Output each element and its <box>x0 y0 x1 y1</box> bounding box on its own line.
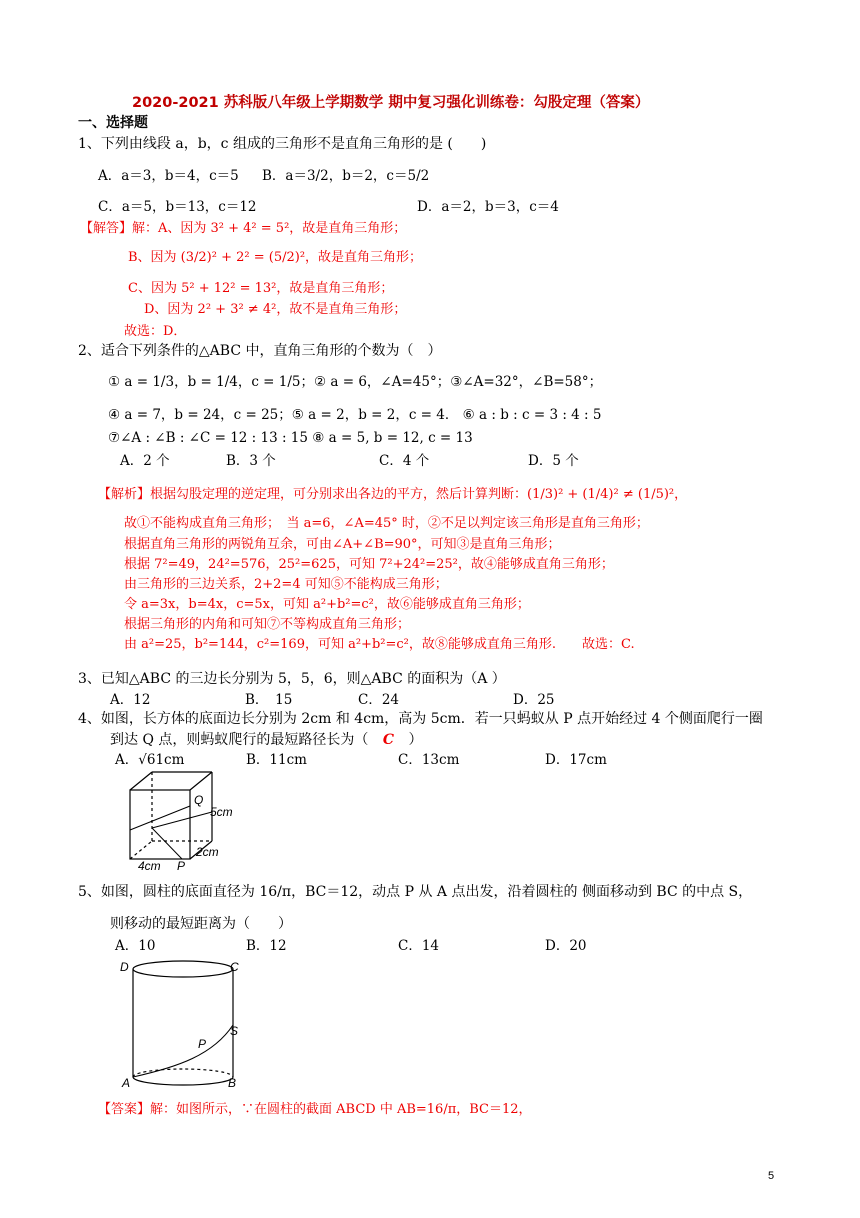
q1-answer-line-3: C、因为 5² + 12² = 13²，故是直角三角形； <box>128 281 394 296</box>
q1-stem: 1、下列由线段 a，b，c 组成的三角形不是直角三角形的是 ( ) <box>78 136 487 152</box>
q1-option-d: D．a＝2，b＝3，c＝4 <box>417 199 559 215</box>
q2-explanation-line-1: 【解析】根据勾股定理的逆定理，可分别求出各边的平方，然后计算判断：(1/3)² + (1/4)² ≠ (1/5)²， <box>98 487 688 502</box>
q4-stem-text: 到达 Q 点，则蚂蚁爬行的最短路径长为（ <box>110 732 369 748</box>
q2-condition-line-1: ① a = 1/3，b = 1/4，c = 1/5；② a = 6，∠A=45°；③∠A=32°，∠B=58°； <box>108 374 603 390</box>
q2-condition-line-3: ⑦∠A : ∠B : ∠C = 12 : 13 : 15 ⑧ a = 5, b = 12, c = 13 <box>108 430 473 446</box>
q4-label-q: Q <box>194 793 204 807</box>
q4-option-d: D．17cm <box>545 752 607 768</box>
q4-option-b: B．11cm <box>246 752 307 768</box>
q3-stem: 3、已知△ABC 的三边长分别为 5，5，6，则△ABC 的面积为（A ） <box>78 671 506 687</box>
q2-explanation-line-6: 令 a=3x，b=4x，c=5x，可知 a²+b²=c²，故⑥能够成直角三角形； <box>124 597 530 612</box>
q1-answer-line-1: 【解答】解：A、因为 3² + 4² = 5²，故是直角三角形； <box>80 221 407 236</box>
q5-label-b: B <box>228 1076 237 1090</box>
q5-label-c: C <box>230 960 239 974</box>
q4-label-depth: 2cm <box>196 845 219 859</box>
q1-answer-line-4: D、因为 2² + 3² ≠ 4²，故不是直角三角形； <box>144 302 407 317</box>
shortest-path-curve <box>133 1025 233 1077</box>
q1-option-c: C．a＝5，b＝13，c＝12 <box>98 199 257 215</box>
q5-label-a: A <box>122 1076 131 1090</box>
q5-option-a: A．10 <box>115 938 156 954</box>
q4-stem-close: ） <box>408 732 423 748</box>
cylinder-top-ellipse <box>133 961 233 977</box>
page-number: 5 <box>768 1170 775 1182</box>
q1-answer-line-2: B、因为 (3/2)² + 2² = (5/2)²，故是直角三角形； <box>128 250 423 265</box>
q2-option-d: D．5 个 <box>528 453 579 469</box>
q5-option-d: D．20 <box>545 938 587 954</box>
q5-label-p: P <box>198 1037 207 1051</box>
q5-stem-line-2: 则移动的最短距离为（ ） <box>110 916 292 932</box>
q5-label-s: S <box>230 1024 239 1038</box>
q2-explanation-line-5: 由三角形的三边关系，2+2=4 可知⑤不能构成三角形； <box>124 577 448 592</box>
q2-explanation-line-8: 由 a²=25，b²=144，c²=169，可知 a²+b²=c²，故⑧能够成直角三角形. 故选：C. <box>124 637 635 652</box>
q1-option-a: A．a＝3，b＝4，c＝5 <box>98 168 239 184</box>
q5-cylinder-figure <box>118 955 248 1090</box>
q2-explanation-line-2: 故①不能构成直角三角形； 当 a=6，∠A=45° 时，②不足以判定该三角形是直角三角形； <box>124 516 649 531</box>
q2-explanation-line-7: 根据三角形的内角和可知⑦不等构成直角三角形； <box>124 617 411 632</box>
q1-answer-line-5: 故选：D． <box>124 324 187 339</box>
q2-option-a: A．2 个 <box>120 453 170 469</box>
q4-label-height: 5cm <box>210 805 233 819</box>
q2-stem: 2、适合下列条件的△ABC 中，直角三角形的个数为（ ） <box>78 343 442 359</box>
q1-option-b: B．a＝3/2，b＝2，c＝5/2 <box>262 168 430 184</box>
q4-label-p: P <box>177 859 186 872</box>
q5-option-c: C．14 <box>398 938 440 954</box>
q3-option-d: D．25 <box>513 692 555 708</box>
q4-cuboid-figure <box>122 770 242 872</box>
q4-label-width: 4cm <box>138 859 161 872</box>
q4-option-a: A．√61cm <box>115 752 185 768</box>
q5-option-b: B．12 <box>246 938 287 954</box>
q4-stem-line-2 <box>110 732 422 749</box>
q5-stem-line-1: 5、如图，圆柱的底面直径为 16/π，BC＝12，动点 P 从 A 点出发，沿着圆柱的 侧面移动到 BC 的中点 S， <box>78 884 753 900</box>
q3-option-c: C．24 <box>358 692 400 708</box>
q4-answer: C <box>382 732 394 748</box>
q5-label-d: D <box>120 960 129 974</box>
q5-answer: 【答案】解：如图所示，∵在圆柱的截面 ABCD 中 AB=16/π，BC＝12， <box>98 1102 532 1117</box>
q4-stem-line-1: 4、如图，长方体的底面边长分别为 2cm 和 4cm，高为 5cm．若一只蚂蚁从 P 点开始经过 4 个侧面爬行一圈 <box>78 711 763 727</box>
q2-option-c: C．4 个 <box>379 453 430 469</box>
cuboid-front-face <box>130 790 190 859</box>
page-title: 2020-2021 苏科版八年级上学期数学 期中复习强化训练卷：勾股定理（答案） <box>132 95 650 111</box>
q2-condition-line-2: ④ a = 7，b = 24，c = 25；⑤ a = 2，b = 2，c = 4． ⑥ a : b : c = 3 : 4 : 5 <box>108 407 602 423</box>
q3-option-a: A．12 <box>110 692 151 708</box>
section-heading: 一、选择题 <box>78 115 148 131</box>
q2-explanation-line-3: 根据直角三角形的两锐角互余，可由∠A+∠B=90°，可知③是直角三角形； <box>124 537 561 552</box>
q2-option-b: B．3 个 <box>226 453 276 469</box>
q4-option-c: C．13cm <box>398 752 460 768</box>
q2-explanation-line-4: 根据 7²=49，24²=576，25²=625，可知 7²+24²=25²，故④能够成直角三角形； <box>124 557 614 572</box>
q3-option-b: B． 15 <box>245 692 293 708</box>
